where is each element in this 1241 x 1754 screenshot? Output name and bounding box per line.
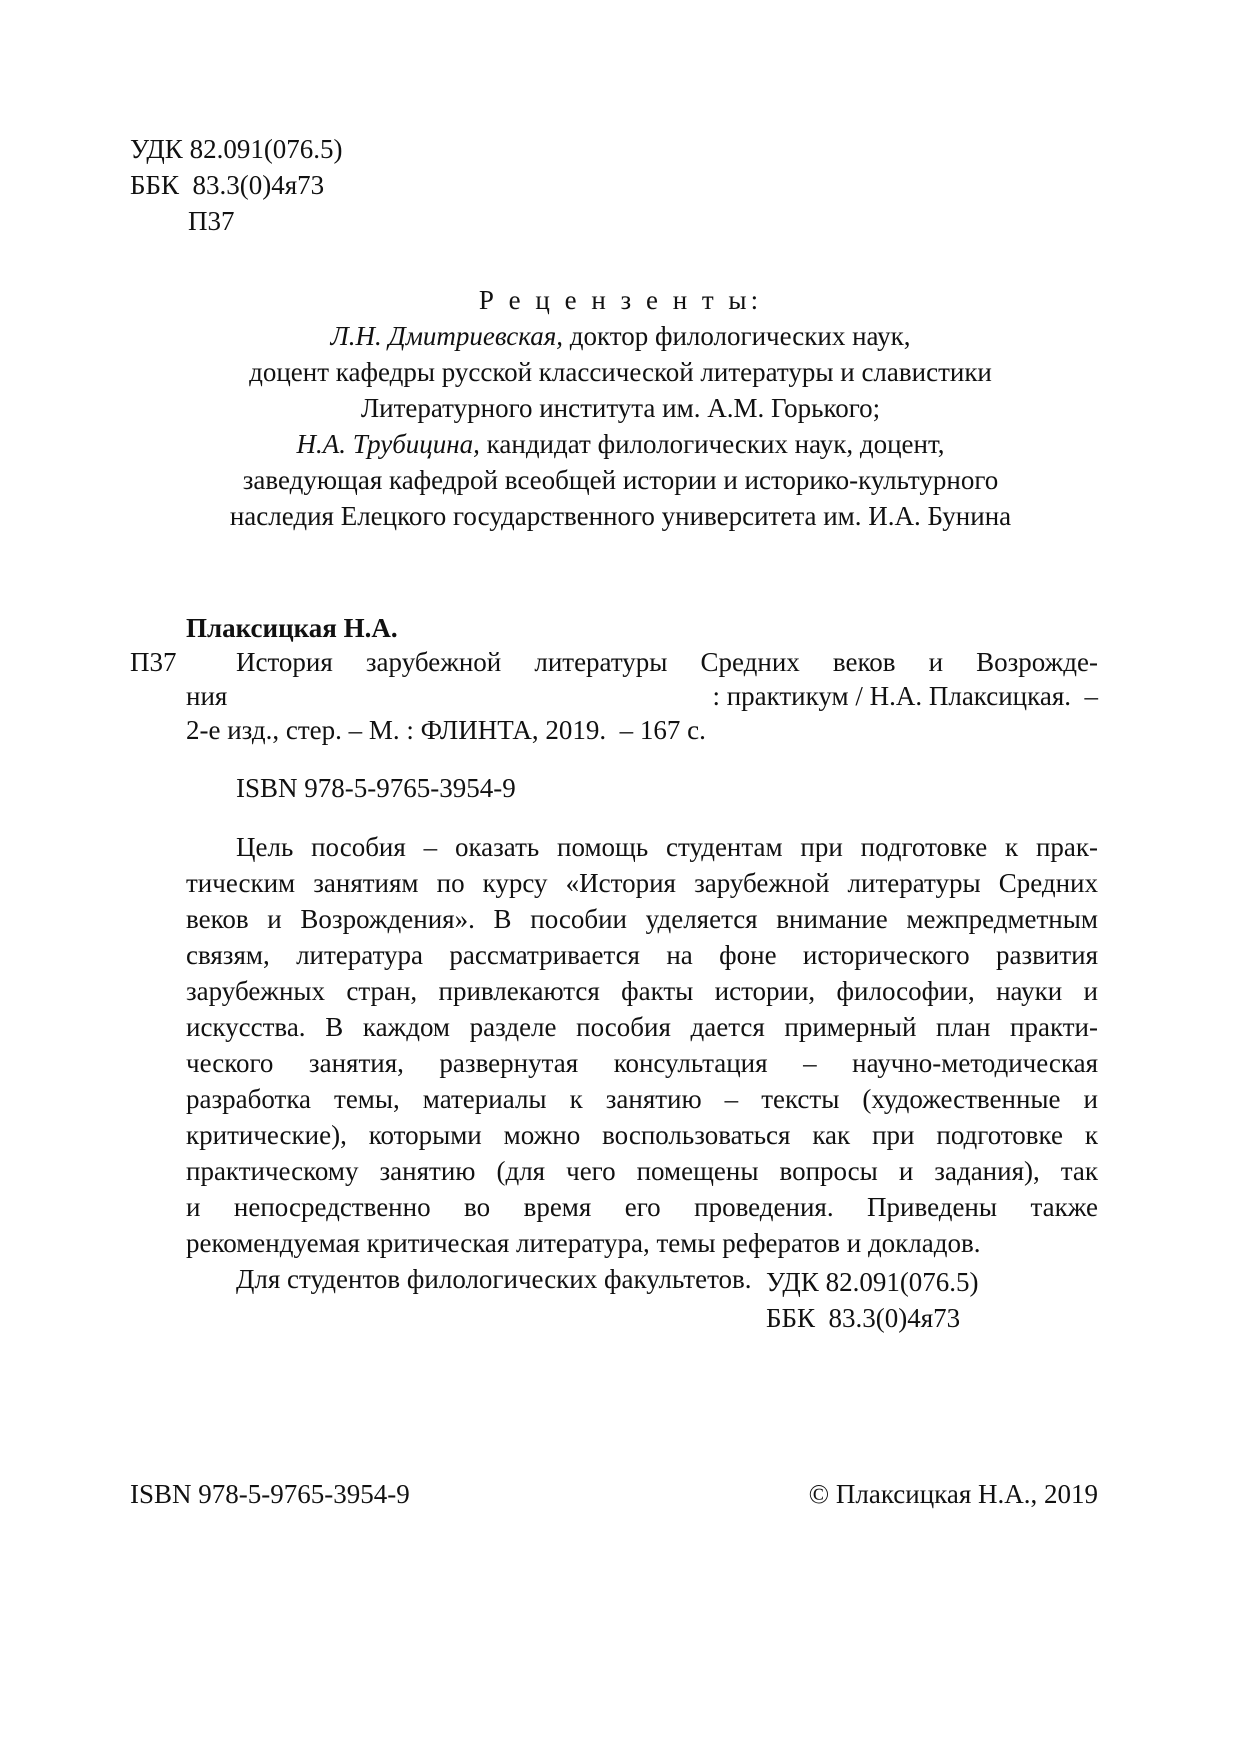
top-bbk: ББК 83.3(0)4я73 — [130, 170, 325, 200]
top-codes — [130, 131, 343, 239]
abstract-line: связям, литература рассматривается на фоне исторического развития — [186, 940, 1098, 970]
top-index: П37 — [188, 206, 235, 236]
top-udk: УДК 82.091(076.5) — [130, 134, 343, 164]
abstract-line: Цель пособия – оказать помощь студентам при подготовке к прак- — [236, 832, 1098, 862]
reviewer-2-line-1 — [0, 426, 1241, 462]
bottom-udk: УДК 82.091(076.5) — [766, 1267, 979, 1297]
reviewers-block — [0, 282, 1241, 534]
catalog-title-line-1: История зарубежной литературы Средних веков и Возрожде- — [236, 647, 1098, 677]
abstract-line: веков и Возрождения». В пособии уделяется внимание межпредметным — [186, 904, 1098, 934]
abstract-line: рекомендуемая критическая литература, темы рефератов и докладов. — [186, 1228, 981, 1258]
abstract-line: ческого занятия, развернутая консультация – научно-методическая — [186, 1048, 1098, 1078]
reviewer-1-line-1 — [0, 318, 1241, 354]
abstract-line: и непосредственно во время его проведения. Приведены также — [186, 1192, 1098, 1222]
reviewers-heading: Р е ц е н з е н т ы: — [478, 285, 763, 315]
reviewer-1-name: Л.Н. Дмитриевская, — [330, 321, 564, 351]
abstract-line: практическому занятию (для чего помещены вопросы и задания), так — [186, 1156, 1098, 1186]
catalog-author: Плаксицкая Н.А. — [186, 613, 398, 643]
abstract — [186, 829, 1098, 1297]
bottom-bbk: ББК 83.3(0)4я73 — [766, 1303, 961, 1333]
catalog-index: П37 — [130, 647, 177, 677]
abstract-line: разработка темы, материалы к занятию – тексты (художественные и — [186, 1084, 1098, 1114]
reviewer-2-line-3: наследия Елецкого государственного университета им. И.А. Бунина — [229, 501, 1012, 531]
abstract-audience: Для студентов филологических факультетов. — [236, 1264, 752, 1294]
reviewer-1-line-3: Литературного института им. А.М. Горького; — [360, 393, 881, 423]
reviewer-2-name: Н.А. Трубицина, — [296, 429, 480, 459]
reviewer-1-title: доктор филологических наук, — [563, 321, 911, 351]
reviewer-2-title: кандидат филологических наук, доцент, — [479, 429, 945, 459]
catalog-title-line-2-right: : практикум / Н.А. Плаксицкая. – — [712, 681, 1098, 711]
footer-copyright: © Плаксицкая Н.А., 2019 — [808, 1479, 1098, 1509]
catalog-isbn: ISBN 978-5-9765-3954-9 — [236, 773, 516, 803]
abstract-line: тическим занятиям по курсу «История зарубежной литературы Средних — [186, 868, 1098, 898]
catalog-title-line-3: 2-е изд., стер. – М. : ФЛИНТА, 2019. – 167 с. — [186, 715, 706, 745]
reviewer-1-line-2: доцент кафедры русской классической литературы и славистики — [249, 357, 992, 387]
abstract-line: зарубежных стран, привлекаются факты истории, философии, науки и — [186, 976, 1098, 1006]
footer-isbn: ISBN 978-5-9765-3954-9 — [130, 1479, 410, 1509]
abstract-line: искусства. В каждом разделе пособия дается примерный план практи- — [186, 1012, 1098, 1042]
bottom-codes — [766, 1264, 979, 1336]
catalog-title-line-2-left: ния — [186, 681, 228, 711]
abstract-line: критические), которыми можно воспользоваться как при подготовке к — [186, 1120, 1098, 1150]
reviewer-2-line-2: заведующая кафедрой всеобщей истории и историко-культурного — [242, 465, 999, 495]
